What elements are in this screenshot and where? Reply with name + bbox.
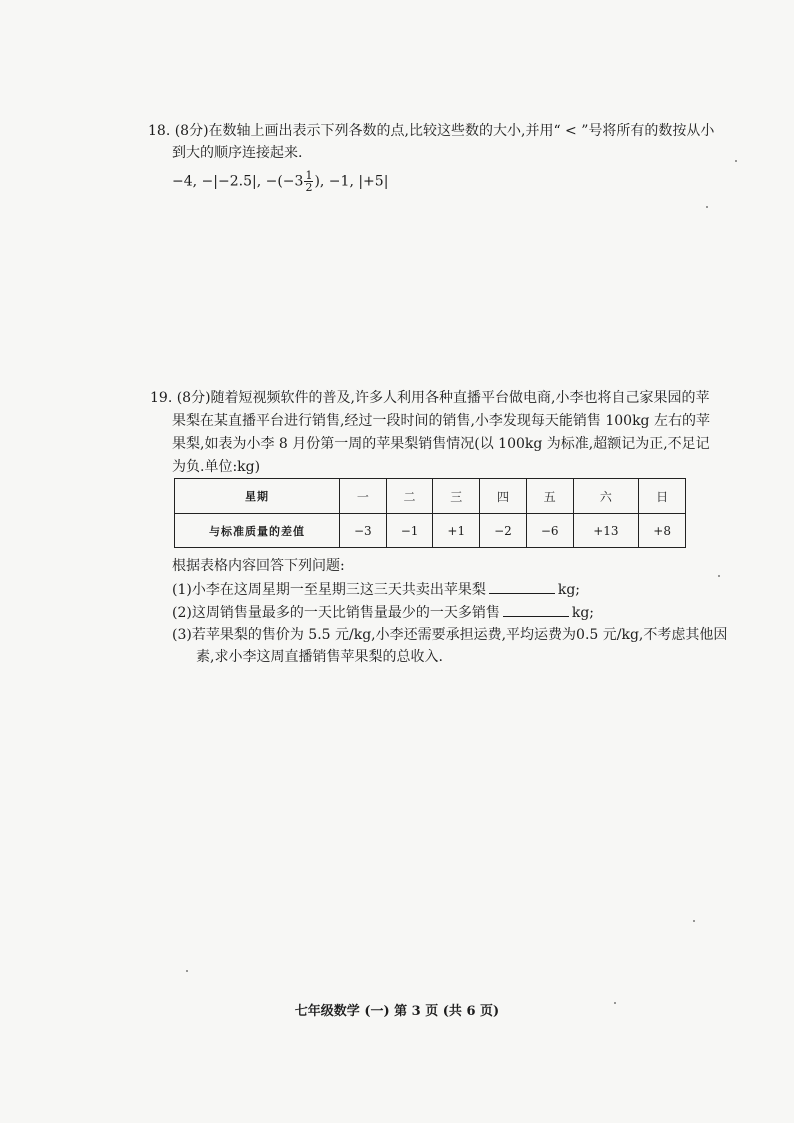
q19-part3-line2: 素,求小李这周直播销售苹果梨的总收入. <box>196 649 443 665</box>
table-cell-day: 一 <box>340 479 387 514</box>
table-cell-day: 二 <box>386 479 433 514</box>
table-cell-diff: +8 <box>639 514 686 548</box>
q19-line4: 为负.单位:kg) <box>172 459 261 475</box>
q19-part2-text: (2)这周销售量最多的一天比销售量最少的一天多销售 <box>172 605 500 621</box>
answer-blank-2[interactable] <box>503 602 569 617</box>
q19-line3: 果梨,如表为小李 8 月份第一周的苹果梨销售情况(以 100kg 为标准,超额记为正,不足记 <box>172 436 710 452</box>
frac-numerator: 1 <box>305 169 313 182</box>
table-cell-diff: +13 <box>573 514 639 548</box>
table-cell-day: 日 <box>639 479 686 514</box>
scan-speck <box>614 1002 616 1004</box>
q18-numbers-pre: −4, −|−2.5|, −(−3 <box>172 173 304 190</box>
table-header-weekday: 星期 <box>175 479 340 514</box>
q19-part2 <box>172 602 594 623</box>
page-footer: 七年级数学 (一) 第 3 页 (共 6 页) <box>294 1004 500 1019</box>
q19-part3-line1: (3)若苹果梨的售价为 5.5 元/kg,小李还需要承担运费,平均运费为0.5 元/kg,不考虑其他因 <box>172 627 728 643</box>
q18-line1: 18. (8分)在数轴上画出表示下列各数的点,比较这些数的大小,并用“ < ”号将所有的数按从小 <box>148 123 715 139</box>
q19-line1: 19. (8分)随着短视频软件的普及,许多人利用各种直播平台做电商,小李也将自己家果园的苹 <box>150 390 710 406</box>
q18-numbers-post: ), −1, |+5| <box>314 173 389 190</box>
mixed-fraction <box>304 170 313 193</box>
q19-part1 <box>172 579 580 600</box>
q19-line2: 果梨在某直播平台进行销售,经过一段时间的销售,小李发现每天能销售 100kg 左右的苹 <box>172 413 710 429</box>
table-cell-diff: −6 <box>526 514 573 548</box>
answer-blank-1[interactable] <box>489 579 555 594</box>
table-cell-day: 五 <box>526 479 573 514</box>
table-row <box>175 479 686 514</box>
frac-denominator: 2 <box>305 181 313 194</box>
table-cell-day: 三 <box>433 479 480 514</box>
q18-line2: 到大的顺序连接起来. <box>172 145 303 161</box>
sales-table <box>174 478 686 548</box>
table-cell-diff: −3 <box>340 514 387 548</box>
q19-part2-unit: kg; <box>571 605 595 621</box>
scan-speck <box>735 160 737 162</box>
table-cell-diff: +1 <box>433 514 480 548</box>
table-cell-day: 六 <box>573 479 639 514</box>
table-row <box>175 514 686 548</box>
q19-part1-text: (1)小李在这周星期一至星期三这三天共卖出苹果梨 <box>172 582 486 598</box>
scan-speck <box>706 206 708 208</box>
table-cell-diff: −1 <box>386 514 433 548</box>
scan-speck <box>693 920 695 922</box>
q18-numbers <box>172 170 388 193</box>
q19-part1-unit: kg; <box>557 582 581 598</box>
q19-intro: 根据表格内容回答下列问题: <box>172 558 345 574</box>
scan-speck <box>718 575 720 577</box>
scan-speck <box>186 970 188 972</box>
table-header-difference: 与标准质量的差值 <box>175 514 340 548</box>
table-cell-day: 四 <box>480 479 527 514</box>
table-cell-diff: −2 <box>480 514 527 548</box>
